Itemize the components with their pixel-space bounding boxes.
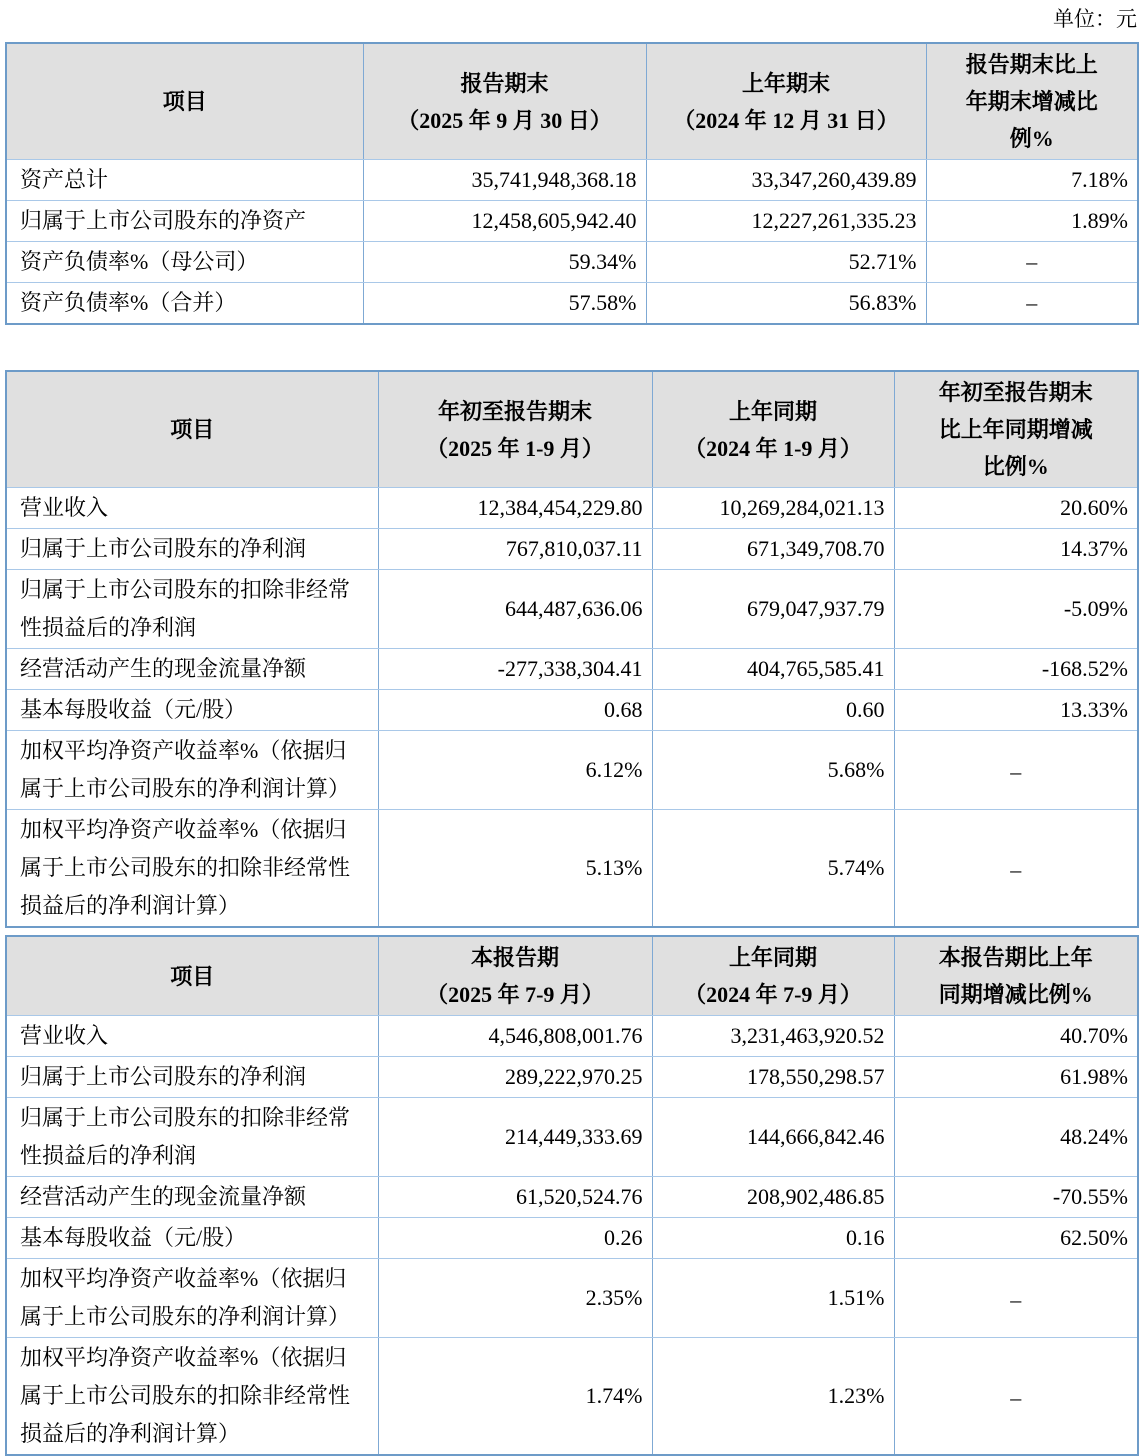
cell-value: 1.23% [652, 1338, 894, 1456]
cell-value: 13.33% [894, 690, 1138, 731]
row-label: 基本每股收益（元/股） [6, 1218, 378, 1259]
header-line: （2025 年 9 月 30 日） [397, 107, 612, 133]
header-item [6, 936, 378, 1016]
cell-value: 6.12% [378, 731, 652, 810]
header-line: 报告期末比上 [965, 52, 1098, 77]
header-line: （2024 年 7-9 月） [684, 982, 862, 1007]
header-report-period-end [363, 43, 646, 160]
cell-value: 59.34% [363, 242, 646, 283]
cell-value: 144,666,842.46 [652, 1098, 894, 1177]
table-row [6, 810, 1138, 928]
header-line: 比上年同期增减 [938, 417, 1093, 442]
ytd-results-table [5, 370, 1139, 928]
cell-value: 5.74% [652, 810, 894, 928]
cell-value: 671,349,708.70 [652, 529, 894, 570]
table-row [6, 1016, 1138, 1057]
row-label: 归属于上市公司股东的净利润 [6, 529, 378, 570]
header-line: 上年同期 [728, 945, 817, 970]
row-label: 经营活动产生的现金流量净额 [6, 1177, 378, 1218]
header-prior-year-end [646, 43, 926, 160]
header-line: 项目 [170, 417, 215, 442]
table-row [6, 1098, 1138, 1177]
cell-value: 0.26 [378, 1218, 652, 1259]
header-change-ratio [894, 371, 1138, 488]
header-line: 同期增减比例% [938, 982, 1093, 1007]
row-label: 归属于上市公司股东的净资产 [6, 201, 363, 242]
quarter-results-table [5, 935, 1139, 1456]
header-line: 本报告期比上年 [938, 945, 1093, 970]
header-change-ratio [926, 43, 1138, 160]
cell-value: 12,458,605,942.40 [363, 201, 646, 242]
cell-value: 214,449,333.69 [378, 1098, 652, 1177]
table-row [6, 570, 1138, 649]
cell-value: – [926, 242, 1138, 283]
table-row [6, 488, 1138, 529]
row-label: 归属于上市公司股东的扣除非经常性损益后的净利润 [6, 1098, 378, 1177]
header-line: 年期末增减比 [965, 89, 1098, 114]
table-header-row [6, 43, 1138, 160]
header-line: 比例% [982, 454, 1049, 479]
cell-value: -277,338,304.41 [378, 649, 652, 690]
cell-value: 10,269,284,021.13 [652, 488, 894, 529]
cell-value: 208,902,486.85 [652, 1177, 894, 1218]
cell-value: -168.52% [894, 649, 1138, 690]
cell-value: – [894, 810, 1138, 928]
cell-value: 2.35% [378, 1259, 652, 1338]
header-prior-year-same-period [652, 936, 894, 1016]
header-line: （2025 年 1-9 月） [426, 435, 604, 461]
table-row [6, 1218, 1138, 1259]
cell-value: 0.60 [652, 690, 894, 731]
row-label: 加权平均净资产收益率%（依据归属于上市公司股东的净利润计算） [6, 1259, 378, 1338]
cell-value: 5.13% [378, 810, 652, 928]
cell-value: 679,047,937.79 [652, 570, 894, 649]
cell-value: 62.50% [894, 1218, 1138, 1259]
cell-value: 20.60% [894, 488, 1138, 529]
cell-value: 40.70% [894, 1016, 1138, 1057]
cell-value: 1.89% [926, 201, 1138, 242]
cell-value: 56.83% [646, 283, 926, 325]
header-line: 项目 [170, 963, 215, 989]
row-label: 加权平均净资产收益率%（依据归属于上市公司股东的扣除非经常性损益后的净利润计算） [6, 810, 378, 928]
cell-value: 61,520,524.76 [378, 1177, 652, 1218]
table-row [6, 1259, 1138, 1338]
cell-value: 61.98% [894, 1057, 1138, 1098]
cell-value: 0.68 [378, 690, 652, 731]
cell-value: 644,487,636.06 [378, 570, 652, 649]
header-line: 本报告期 [470, 945, 559, 970]
table-row [6, 283, 1138, 325]
header-line: （2024 年 12 月 31 日） [673, 107, 899, 133]
cell-value: 5.68% [652, 731, 894, 810]
cell-value: -70.55% [894, 1177, 1138, 1218]
table-row [6, 529, 1138, 570]
table-row [6, 201, 1138, 242]
cell-value: 0.16 [652, 1218, 894, 1259]
row-label: 资产负债率%（合并） [6, 283, 363, 325]
table-row [6, 731, 1138, 810]
table-row [6, 1177, 1138, 1218]
cell-value: 767,810,037.11 [378, 529, 652, 570]
header-current-quarter [378, 936, 652, 1016]
row-label: 营业收入 [6, 1016, 378, 1057]
table-row [6, 242, 1138, 283]
cell-value: 178,550,298.57 [652, 1057, 894, 1098]
cell-value: 3,231,463,920.52 [652, 1016, 894, 1057]
row-label: 归属于上市公司股东的净利润 [6, 1057, 378, 1098]
header-line: （2025 年 7-9 月） [426, 982, 604, 1007]
row-label: 加权平均净资产收益率%（依据归属于上市公司股东的扣除非经常性损益后的净利润计算） [6, 1338, 378, 1456]
cell-value: – [894, 1259, 1138, 1338]
header-line: 年初至报告期末 [437, 398, 592, 424]
header-line: 项目 [162, 89, 207, 114]
cell-value: 12,227,261,335.23 [646, 201, 926, 242]
table-header-row [6, 371, 1138, 488]
header-line: 例% [1009, 126, 1054, 151]
cell-value: 52.71% [646, 242, 926, 283]
header-line: 年初至报告期末 [938, 380, 1093, 405]
row-label: 归属于上市公司股东的扣除非经常性损益后的净利润 [6, 570, 378, 649]
cell-value: – [894, 731, 1138, 810]
row-label: 基本每股收益（元/股） [6, 690, 378, 731]
header-line: 上年期末 [741, 70, 830, 96]
header-ytd-period [378, 371, 652, 488]
table-row [6, 160, 1138, 201]
table-row [6, 1338, 1138, 1456]
row-label: 资产负债率%（母公司） [6, 242, 363, 283]
header-line: 上年同期 [728, 398, 817, 424]
cell-value: – [894, 1338, 1138, 1456]
header-change-ratio [894, 936, 1138, 1016]
header-item [6, 43, 363, 160]
header-line: 报告期末 [460, 70, 549, 96]
table-row [6, 690, 1138, 731]
cell-value: 14.37% [894, 529, 1138, 570]
header-item [6, 371, 378, 488]
balance-snapshot-table [5, 42, 1139, 325]
cell-value: – [926, 283, 1138, 325]
cell-value: 7.18% [926, 160, 1138, 201]
cell-value: 12,384,454,229.80 [378, 488, 652, 529]
row-label: 加权平均净资产收益率%（依据归属于上市公司股东的净利润计算） [6, 731, 378, 810]
cell-value: 48.24% [894, 1098, 1138, 1177]
cell-value: -5.09% [894, 570, 1138, 649]
cell-value: 1.74% [378, 1338, 652, 1456]
cell-value: 35,741,948,368.18 [363, 160, 646, 201]
unit-label: 单位：元 [1053, 7, 1137, 31]
cell-value: 4,546,808,001.76 [378, 1016, 652, 1057]
header-line: （2024 年 1-9 月） [684, 435, 862, 461]
cell-value: 1.51% [652, 1259, 894, 1338]
cell-value: 33,347,260,439.89 [646, 160, 926, 201]
header-prior-year-same-period [652, 371, 894, 488]
row-label: 营业收入 [6, 488, 378, 529]
cell-value: 57.58% [363, 283, 646, 325]
table-row [6, 1057, 1138, 1098]
row-label: 经营活动产生的现金流量净额 [6, 649, 378, 690]
cell-value: 289,222,970.25 [378, 1057, 652, 1098]
table-header-row [6, 936, 1138, 1016]
table-row [6, 649, 1138, 690]
row-label: 资产总计 [6, 160, 363, 201]
cell-value: 404,765,585.41 [652, 649, 894, 690]
